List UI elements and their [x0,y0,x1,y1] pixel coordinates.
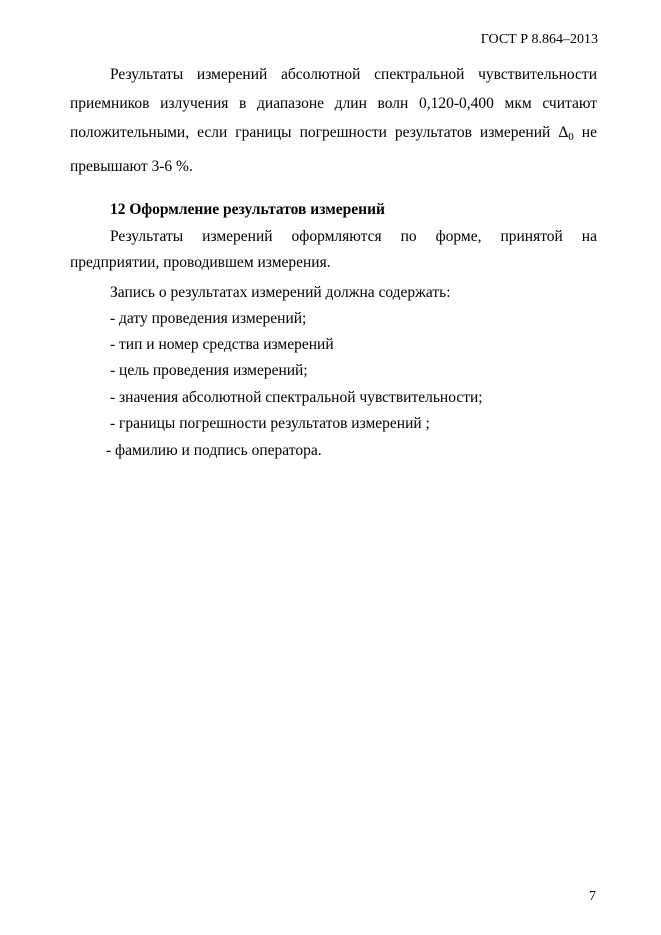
list-item: - значения абсолютной спектральной чувствительности; [110,389,483,406]
page-number: 7 [589,889,596,904]
list-item: - дату проведения измерений; [110,310,307,327]
list-item: - границы погрешности результатов измерений ; [110,415,430,432]
list-item: - тип и номер средства измерений [110,336,334,353]
list-item: - фамилию и подпись оператора. [106,442,322,459]
record-intro-text: Запись о результатах измерений должна содержать: [110,284,451,301]
results-format-paragraph: Результаты измерений оформляются по форме, принятой на предприятии, проводившем измерения. [70,228,597,271]
delta-subscript: 0 [568,131,574,143]
paragraph-text-part-2: не превышают 3-6 %. [70,124,597,175]
section-heading: 12 Оформление результатов измерений [110,201,385,218]
list-item: - цель проведения измерений; [110,362,308,379]
standard-code-header: ГОСТ Р 8.864–2013 [480,32,598,47]
results-criteria-paragraph [70,60,597,181]
paragraph-text-part-1: Результаты измерений абсолютной спектральной чувствительности приемников излучения в диапазоне длин волн 0,120-0,400 мкм считают положительными, если границы погрешности результатов измерений [70,66,597,141]
delta-symbol: Δ [558,124,569,141]
